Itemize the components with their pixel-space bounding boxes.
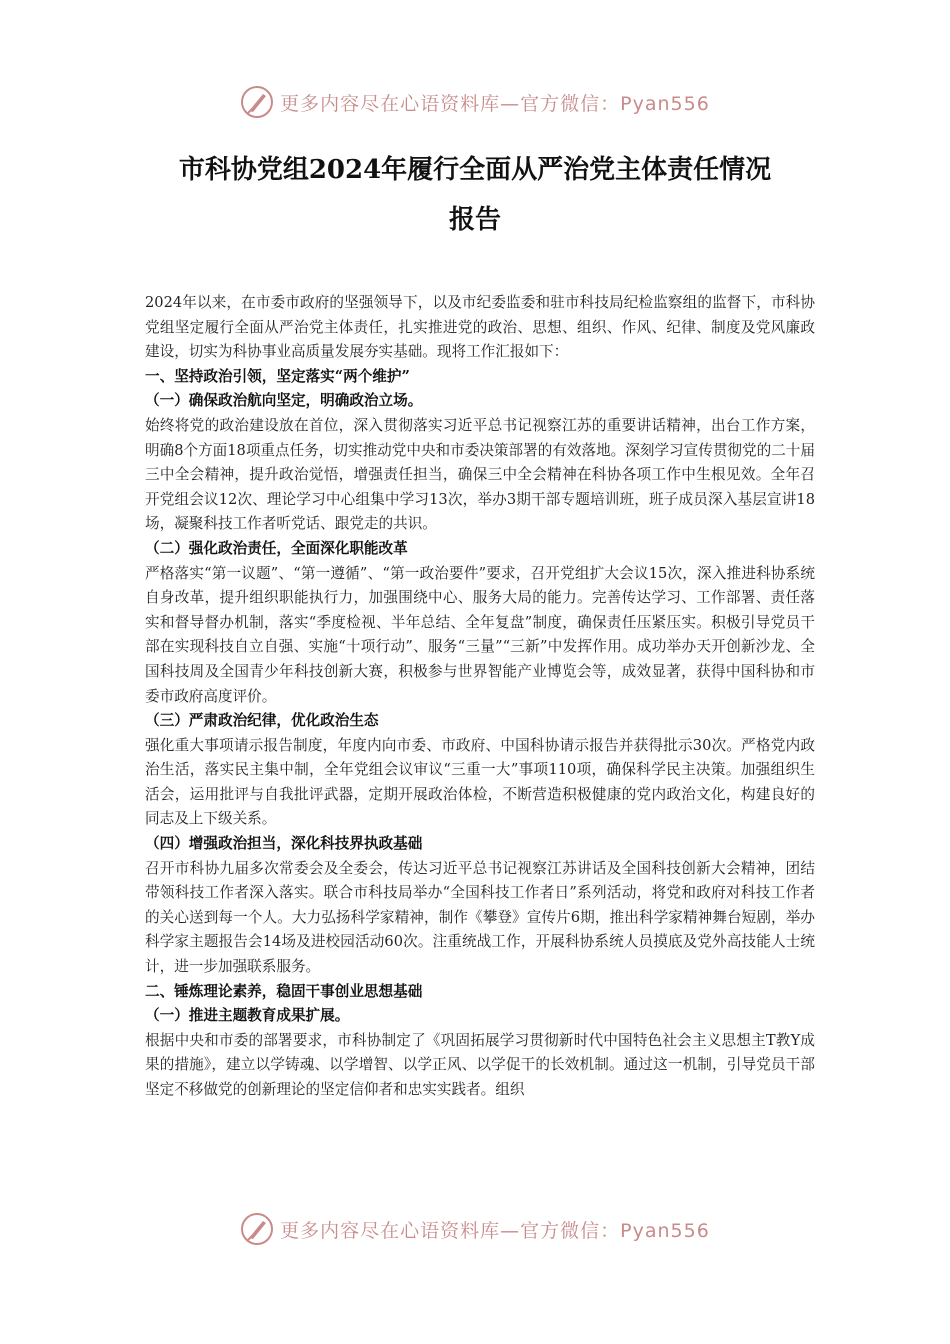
watermark-text: 更多内容尽在心语资料库—官方微信：Pyan556 xyxy=(280,92,710,115)
document-title-continued: 报告 xyxy=(448,205,501,235)
quill-pen-icon xyxy=(240,1212,274,1246)
body-paragraph: 召开市科协九届多次常委会及全委会，传达习近平总书记视察江苏讲话及全国科技创新大会精神，团结带领科技工作者深入落实。联合市科技局举办“全国科技工作者日”系列活动，将党和政府对科技工作者的关心送到每一个人。大力弘扬科学家精神，制作《攀登》宣传片6期，推出科学家精神舞台短剧，举办科学家主题报告会14场及进校园活动60次。注重统战工作，开展科协系统人员摸底及党外高技能人士统计，进一步加强联系服务。 xyxy=(145,859,815,976)
document-body xyxy=(145,291,815,1103)
body-paragraph: 强化重大事项请示报告制度，年度内向市委、市政府、中国科协请示报告并获得批示30次。严格党内政治生活，落实民主集中制，全年党组会议审议“三重一大”事项110项，确保科学民主决策。加强组织生活会，运用批评与自我批评武器，定期开展政治体检，不断营造积极健康的党内政治文化，构建良好的同志及上下级关系。 xyxy=(145,736,815,828)
subsection-heading-1-4: （四）增强政治担当，深化科技界执政基础 xyxy=(145,835,423,853)
body-paragraph: 严格落实“第一议题”、“第一遵循”、“第一政治要件”要求，召开党组扩大会议15次，深入推进科协系统自身改革，提升组织职能执行力，加强围绕中心、服务大局的能力。完善传达学习、工作部署、责任落实和督导督办机制，落实“季度检视、半年总结、全年复盘”制度，确保责任压紧压实。积极引导党员干部在实现科技自立自强、实施“十项行动”、服务“三量”“三新”中发挥作用。成功举办天开创新沙龙、全国科技周及全国青少年科技创新大赛，积极参与世界智能产业博览会等，成效显著，获得中国科协和市委市政府高度评价。 xyxy=(145,564,815,705)
watermark-header xyxy=(0,80,950,124)
subsection-heading-1-3: （三）严肃政治纪律，优化政治生态 xyxy=(145,712,379,730)
subsection-heading-1-1: （一）确保政治航向坚定，明确政治立场。 xyxy=(145,392,423,410)
section-heading-1: 一、坚持政治引领，坚定落实“两个维护” xyxy=(145,367,410,385)
document-title: 市科协党组2024年履行全面从严治党主体责任情况 xyxy=(178,155,772,185)
subsection-heading-1-2: （二）强化政治责任，全面深化职能改革 xyxy=(145,539,408,557)
watermark-text: 更多内容尽在心语资料库—官方微信：Pyan556 xyxy=(280,1219,710,1242)
section-heading-2: 二、锤炼理论素养，稳固干事创业思想基础 xyxy=(145,982,423,1000)
body-paragraph: 始终将党的政治建设放在首位，深入贯彻落实习近平总书记视察江苏的重要讲话精神，出台工作方案，明确8个方面18项重点任务，切实推动党中央和市委决策部署的有效落地。深刻学习宣传贯彻党的二十届三中全会精神，提升政治觉悟，增强责任担当，确保三中全会精神在科协各项工作中生根见效。全年召开党组会议12次、理论学习中心组集中学习13次，举办3期干部专题培训班，班子成员深入基层宣讲18场，凝聚科技工作者听党话、跟党走的共识。 xyxy=(145,416,815,533)
intro-paragraph: 2024年以来，在市委市政府的坚强领导下，以及市纪委监委和驻市科技局纪检监察组的监督下，市科协党组坚定履行全面从严治党主体责任，扎实推进党的政治、思想、组织、作风、纪律、制度及党风廉政建设，切实为科协事业高质量发展夯实基础。现将工作汇报如下： xyxy=(145,294,815,361)
subsection-heading-2-1: （一）推进主题教育成果扩展。 xyxy=(145,1007,350,1025)
quill-pen-icon xyxy=(240,85,274,119)
watermark-footer xyxy=(0,1207,950,1251)
body-paragraph: 根据中央和市委的部署要求，市科协制定了《巩固拓展学习贯彻新时代中国特色社会主义思想主T教Y成果的措施》，建立以学铸魂、以学增智、以学正风、以学促干的长效机制。通过这一机制，引导党员干部坚定不移做党的创新理论的坚定信仰者和忠实实践者。组织 xyxy=(145,1031,815,1098)
